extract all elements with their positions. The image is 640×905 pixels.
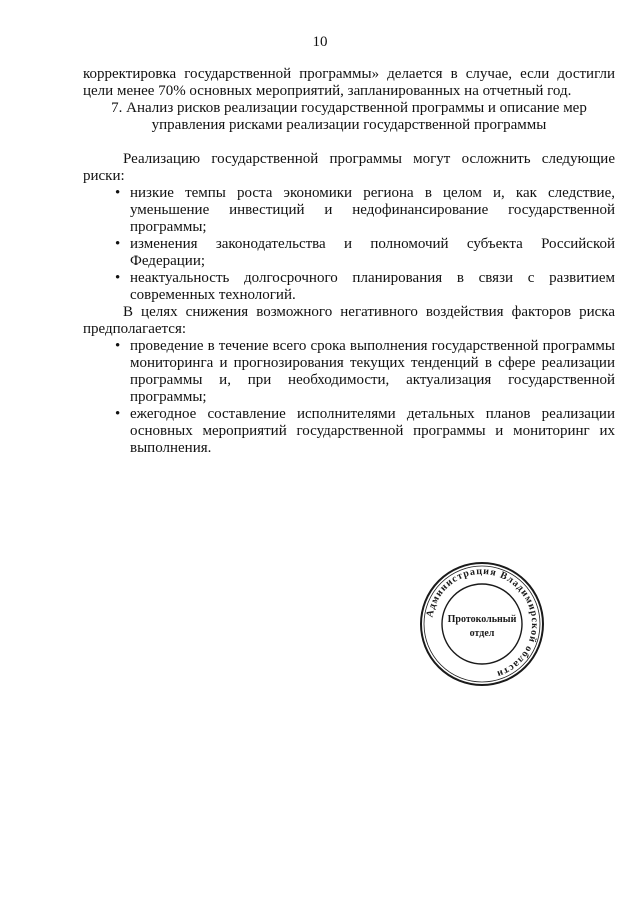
measures-list: [83, 338, 615, 457]
bullet-icon: •: [115, 338, 121, 354]
page-number: 10: [312, 34, 328, 50]
official-stamp: [418, 560, 546, 688]
section-heading: 7. Анализ рисков реализации государственной программы и описание мер управления рисками реализации государственной программы: [111, 100, 587, 133]
stamp-ring-text: Администрация Владимирской области: [424, 565, 541, 680]
list-item: • ежегодное составление исполнителями детальных планов реализации основных мероприятий государственной программы и мониторинг их выполнения.: [115, 406, 615, 456]
bullet-icon: •: [115, 406, 121, 422]
risks-intro: Реализацию государственной программы могут осложнить следующие риски:: [83, 151, 615, 184]
bullet-icon: •: [115, 236, 121, 252]
list-item: • низкие темпы роста экономики региона в целом и, как следствие, уменьшение инвестиций и недофинансирование государственной программы;: [115, 185, 615, 235]
stamp-center-line2: отдел: [469, 628, 495, 639]
stamp-center-line1: Протокольный: [447, 614, 517, 625]
measures-intro: В целях снижения возможного негативного воздействия факторов риска предполагается:: [83, 304, 615, 337]
list-item: • изменения законодательства и полномочий субъекта Российской Федерации;: [115, 236, 615, 269]
risks-list: [83, 185, 615, 304]
document-body: [83, 66, 615, 457]
bullet-icon: •: [115, 270, 121, 286]
list-item: • неактуальность долгосрочного планирования в связи с развитием современных технологий.: [115, 270, 615, 303]
list-item: • проведение в течение всего срока выполнения государственной программы мониторинга и прогнозирования текущих тенденций в сфере реализации программы и, при необходимости, актуализация государственной программы;: [115, 338, 615, 405]
bullet-icon: •: [115, 185, 121, 201]
intro-continuation: корректировка государственной программы» делается в случае, если достигли цели менее 70% основных мероприятий, запланированных на отчетный год.: [83, 66, 615, 99]
